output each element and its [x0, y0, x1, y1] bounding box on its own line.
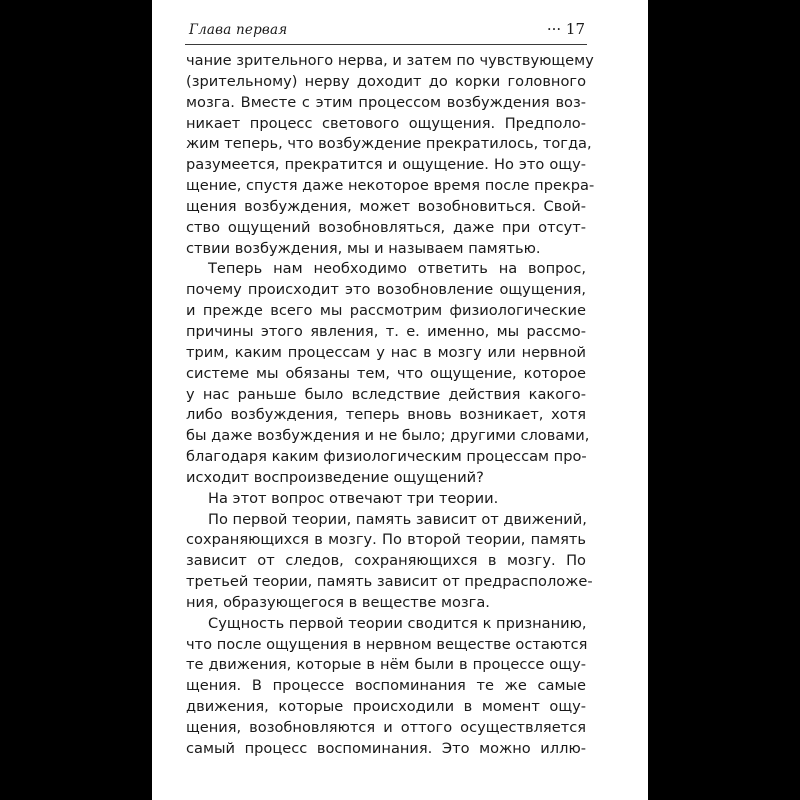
- text-line: щения, возобновляются и оттого осуществляется: [186, 719, 586, 736]
- text-line: что после ощущения в нервном веществе остаются: [186, 635, 588, 653]
- text-line: ния, образующегося в веществе мозга.: [186, 593, 490, 611]
- text-line: самый процесс воспоминания. Это можно иллю-: [186, 739, 586, 757]
- running-header: [185, 18, 587, 45]
- text-line: щения. В процессе воспоминания те же самые: [186, 677, 586, 695]
- text-line: благодаря каким физиологическим процессам про-: [186, 448, 587, 466]
- text-line: ство ощущений возобновляться, даже при отсут-: [186, 218, 586, 236]
- text-line: те движения, которые в нём были в процессе ощу-: [186, 656, 586, 674]
- text-line: движения, которые происходили в момент ощу-: [186, 698, 586, 716]
- text-line: Сущность первой теории сводится к признанию,: [208, 614, 587, 632]
- text-line: системе мы обязаны тем, что ощущение, которое: [186, 364, 586, 382]
- text-line: Теперь нам необходимо ответить на вопрос,: [208, 260, 586, 278]
- text-line: почему происходит это возобновление ощущения,: [186, 281, 586, 299]
- body-text: [186, 51, 595, 760]
- text-line: разумеется, прекратится и ощущение. Но это ощу-: [186, 156, 586, 174]
- text-line: щение, спустя даже некоторое время после прекра-: [186, 177, 595, 195]
- text-line: либо возбуждения, теперь вновь возникает, хотя: [186, 406, 586, 424]
- text-line: мозга. Вместе с этим процессом возбуждения воз-: [186, 93, 586, 111]
- book-page: [152, 0, 648, 800]
- text-line: третьей теории, память зависит от предрасположе-: [186, 573, 593, 591]
- text-line: сохраняющихся в мозгу. По второй теории, память: [186, 531, 586, 549]
- text-line: трим, каким процессам у нас в мозгу или нервной: [186, 343, 586, 361]
- text-line: зависит от следов, сохраняющихся в мозгу. По: [186, 552, 586, 570]
- page-number: ··· 17: [546, 20, 585, 38]
- chapter-title: Глава первая: [189, 22, 288, 38]
- text-line: и прежде всего мы рассмотрим физиологические: [186, 302, 586, 320]
- text-line: На этот вопрос отвечают три теории.: [208, 489, 499, 507]
- text-line: (зрительному) нерву доходит до корки головного: [186, 72, 586, 90]
- text-line: ствии возбуждения, мы и называем памятью.: [186, 239, 541, 257]
- text-line: причины этого явления, т. е. именно, мы рассмо-: [186, 322, 586, 340]
- text-line: щения возбуждения, может возобновиться. Свой-: [186, 197, 586, 215]
- text-line: никает процесс светового ощущения. Предполо-: [186, 114, 586, 132]
- text-line: бы даже возбуждения и не было; другими словами,: [186, 427, 590, 445]
- text-line: По первой теории, память зависит от движений,: [208, 510, 587, 528]
- text-line: исходит воспроизведение ощущений?: [186, 468, 484, 486]
- text-line: у нас раньше было вследствие действия какого-: [186, 385, 586, 403]
- text-line: чание зрительного нерва, и затем по чувствующему: [186, 52, 594, 69]
- text-line: жим теперь, что возбуждение прекратилось, тогда,: [186, 135, 592, 153]
